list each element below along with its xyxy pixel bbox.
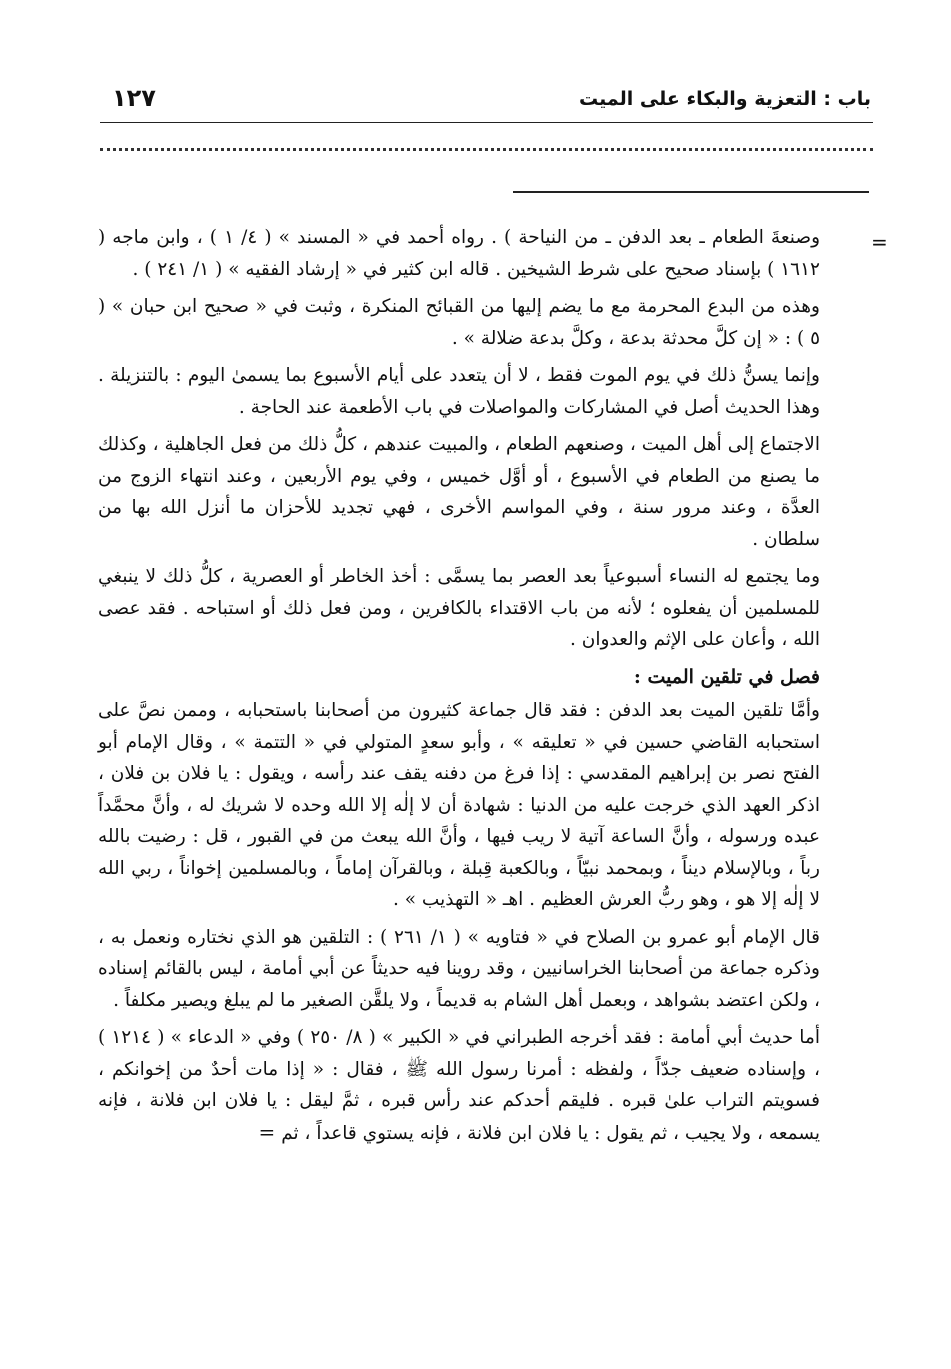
paragraph-3: وإنما يسنُّ ذلك في يوم الموت فقط ، لا أن يتعدد على أيام الأسبوع بما يسمىٰ اليوم : بالتنزيلة . وهذا الحديث أصل في المشاركات والمواصلات في باب الأطعمة عند الحاجة . <box>98 365 820 418</box>
footnote-rule <box>513 191 869 193</box>
header-rule <box>100 122 873 123</box>
section-paragraph-3 <box>98 1022 820 1149</box>
paragraph-2: وهذه من البدع المحرمة مع ما يضم إليها من القبائح المنكرة ، وثبت في « صحيح ابن حبان » ( ٥ ) : « إن كلَّ محدثة بدعة ، وكلَّ بدعة ضلالة » . <box>98 296 820 349</box>
page-header <box>112 84 871 120</box>
running-title: باب : التعزية والبكاء على الميت <box>579 88 871 110</box>
section-paragraph-1: وأمَّا تلقين الميت بعد الدفن : فقد قال جماعة كثيرون من أصحابنا باستحبابه ، وممن نصَّ على استحبابه القاضي حسين في « تعليقه » ، وأبو سعدٍ المتولي في « التتمة » ، وقال الإمام أبو الفتح نصر بن إبراهيم المقدسي : إذا فرغ من دفنه يقف عند رأسه ، ويقول : يا فلان بن فلان ، اذكر العهد الذي خرجت عليه من الدنيا : شهادة أن لا إلٰه إلا الله وحده لا شريك له ، وأنَّ محمَّداً عبده ورسوله ، وأنَّ الساعة آتية لا ريب فيها ، وأنَّ الله يبعث من في القبور ، قل : رضيت بالله رباً ، وبالإسلام ديناً ، وبمحمد نبيّاً ، وبالكعبة قِبلة ، وبالقرآن إماماً ، وبالمسلمين إخواناً ، ربي الله لا إلٰه إلا هو ، وهو ربُّ العرش العظيم . اهـ « التهذيب » . <box>98 700 820 910</box>
section-paragraph-2: قال الإمام أبو عمرو بن الصلاح في « فتاويه » ( ١/ ٢٦١ ) : التلقين هو الذي نختاره ونعمل به ، وذكره جماعة من أصحابنا الخراسانيين ، وقد روينا فيه حديثاً عن أبي أمامة ، ليس بالقائم إسناده ، ولكن اعتضد بشواهد ، وبعمل أهل الشام به قديماً ، ولا يلقَّن الصغير ما لم يبلغ ويصير مكلفاً . <box>98 926 820 1011</box>
paragraph-4: الاجتماع إلى أهل الميت ، وصنعهم الطعام ، والمبيت عندهم ، كلُّ ذلك من فعل الجاهلية ، وكذلك ما يصنع من الطعام في الأسبوع ، أو أوَّل خميس ، وفي يوم الأربعين ، وعند انتهاء الزوج من العدَّة ، وعند مرور سنة ، وفي المواسم الأخرى ، فهي تجديد للأحزان ما أنزل الله بها من سلطان . <box>98 434 820 550</box>
section-heading: فصل في تلقين الميت : <box>633 665 820 688</box>
continuation-mark: = <box>871 230 888 254</box>
page-body <box>98 222 820 1155</box>
paragraph-5: وما يجتمع له النساء أسبوعياً بعد العصر بما يسمَّى : أخذ الخاطر أو العصرية ، كلُّ ذلك لا ينبغي للمسلمين أن يفعلوه ؛ لأنه من باب الاقتداء بالكافرين ، ومن فعل ذلك أو استباحه . فقد عصى الله ، وأعان على الإثم والعدوان . <box>98 566 820 650</box>
paragraph-1: وصنعةَ الطعام ـ بعد الدفن ـ من النياحة ) . رواه أحمد في « المسند » ( ٤/ ١ ) ، وابن ماجه ( ١٦١٢ ) بإسناد صحيح على شرط الشيخين . قاله ابن كثير في « إرشاد الفقيه » ( ١/ ٢٤١ ) . <box>98 227 820 280</box>
dotted-separator <box>100 148 873 165</box>
page-number: ١٢٧ <box>112 84 156 112</box>
section-paragraph-3-text: أما حديث أبي أمامة : فقد أخرجه الطبراني في « الكبير » ( ٨/ ٢٥٠ ) وفي « الدعاء » ( ١٢١٤ ) ، وإسناده ضعيف جدّاً ، ولفظه : أمرنا رسول الله ﷺ ، فقال : « إذا مات أحدٌ من إخوانكم ، فسويتم التراب علىٰ قبره . فليقم أحدكم عند رأس قبره ، ثمَّ ليقل : يا فلان ابن فلانة ، فإنه يسمعه ، ولا يجيب ، ثم يقول : يا فلان ابن فلانة ، فإنه يستوي قاعداً ، ثم <box>98 1027 820 1144</box>
end-mark: = <box>258 1119 276 1144</box>
